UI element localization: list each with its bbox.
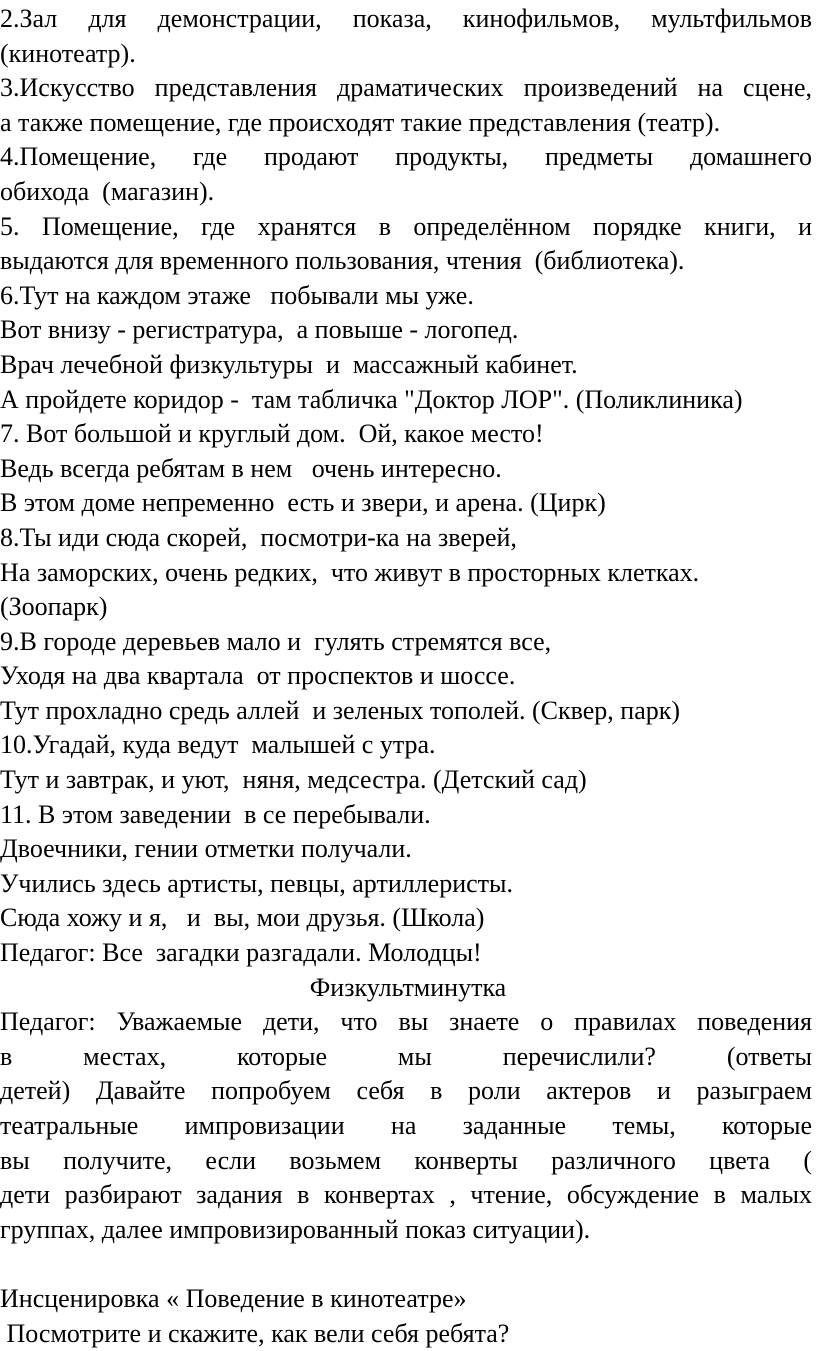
text-line: Сюда хожу и я, и вы, мои друзья. (Школа) [0,903,485,933]
text-line: В этом доме непременно есть и звери, и арена. (Цирк) [0,488,606,518]
text-line: На заморских, очень редких, что живут в просторных клетках. [0,557,700,587]
text-line: вы получите, если возьмем конверты различного цвета ( [0,1145,812,1175]
blank-line [0,1247,816,1282]
text-line: 3.Искусство представления драматических произведений на сцене, [0,73,812,103]
document-body [0,2,816,1351]
text-line: 4.Помещение, где продают продукты, предметы домашнего [0,142,812,172]
text-line: Двоечники, гении отметки получали. [0,834,412,864]
text-line: выдаются для временного пользования, чтения (библиотека). [0,246,685,276]
text-line: 5. Помещение, где хранятся в определённом порядке книги, и [0,211,812,241]
text-line: Педагог: Все загадки разгадали. Молодцы! [0,938,482,968]
text-line: группах, далее импровизированный показ ситуации). [0,1214,591,1244]
text-line: Инсценировка « Поведение в кинотеатре» [0,1283,467,1313]
text-line: 8.Ты иди сюда скорей, посмотри-ка на зверей, [0,522,517,552]
text-line: 11. В этом заведении в се перебывали. [0,799,431,829]
text-line: детей) Давайте попробуем себя в роли актеров и разыграем [0,1076,812,1106]
text-line: Посмотрите и скажите, как вели себя ребята? [0,1318,510,1348]
text-line: 6.Тут на каждом этаже побывали мы уже. [0,280,474,310]
text-line: Тут и завтрак, и уют, няня, медсестра. (Детский сад) [0,765,587,795]
text-line: театральные импровизации на заданные темы, которые [0,1111,812,1140]
text-line: Учились здесь артисты, певцы, артиллеристы. [0,868,514,898]
text-line: Вот внизу - регистратура, а повыше - логопед. [0,315,519,345]
text-line: в местах, которые мы перечислили? (ответы [0,1041,812,1071]
text-line: 2.Зал для демонстрации, показа, кинофильмов, мультфильмов [0,4,812,33]
text-line: (кинотеатр). [0,38,136,68]
text-line: Врач лечебной физкультуры и массажный кабинет. [0,349,578,379]
text-line: обихода (магазин). [0,176,215,206]
text-line: 9.В городе деревьев мало и гулять стремятся все, [0,626,552,656]
text-line: 7. Вот большой и круглый дом. Ой, какое место! [0,419,544,449]
text-line: Педагог: Уважаемые дети, что вы знаете о правилах поведения [0,1007,812,1037]
text-line: Тут прохладно средь аллей и зеленых тополей. (Сквер, парк) [0,695,681,725]
text-line: дети разбирают задания в конвертах , чтение, обсуждение в малых [0,1180,812,1210]
text-line: Ведь всегда ребятам в нем очень интересно. [0,453,502,483]
text-line: Уходя на два квартала от проспектов и шоссе. [0,661,516,691]
section-heading: Физкультминутка [309,972,507,1002]
text-line: А пройдете коридор - там табличка "Доктор ЛОР". (Поликлиника) [0,384,743,414]
text-line: а также помещение, где происходят такие представления (театр). [0,107,721,137]
text-line: (Зоопарк) [0,592,108,622]
text-line: 10.Угадай, куда ведут малышей с утра. [0,730,436,760]
